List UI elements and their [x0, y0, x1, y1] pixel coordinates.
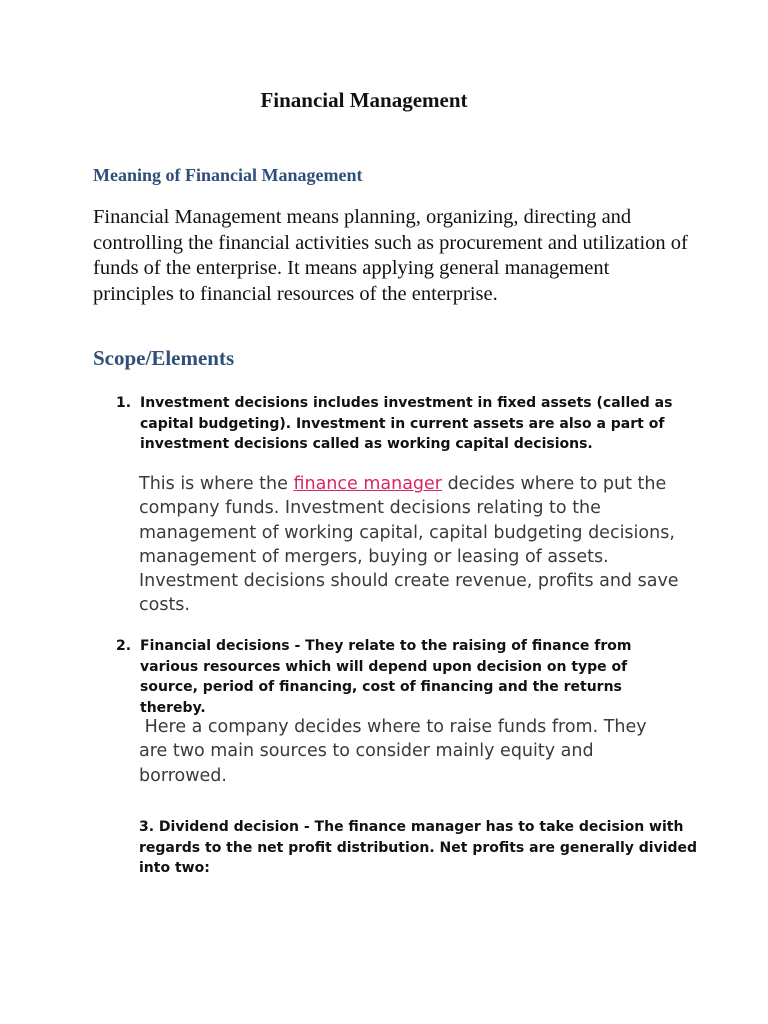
list-item-dividend: 3. Dividend decision - The finance manager has to take decision with regards to the net profit distribution. Net profits are generally divided into two:	[139, 819, 698, 876]
scope-heading: Scope/Elements	[93, 346, 235, 370]
list-number: 1.	[116, 395, 132, 411]
list-item-text: Investment decisions includes investment in fixed assets (called as capital budgeting). Investment in current assets are also a part of investment decisions called as working capital decisions.	[140, 395, 673, 452]
list-item-text: Financial decisions - They relate to the raising of finance from various resources which will depend upon decision on type of source, period of financing, cost of financing and the returns thereby.	[140, 638, 632, 716]
meaning-paragraph: Financial Management means planning, organizing, directing and controlling the financial activities such as procurement and utilization of funds of the enterprise. It means applying general management principles to financial resources of the enterprise.	[93, 206, 688, 305]
meaning-heading: Meaning of Financial Management	[93, 165, 363, 185]
description-text: decides where to put the company funds. Investment decisions relating to the management of working capital, capital budgeting decisions, management of mergers, buying or leasing of assets. Investment decisions should create revenue, profits and save costs.	[139, 474, 679, 616]
list-number: 2.	[116, 638, 132, 654]
description-text: This is where the	[139, 474, 294, 494]
financial-description: Here a company decides where to raise funds from. They are two main sources to consider mainly equity and borrowed.	[139, 717, 653, 786]
list-item-financial	[116, 636, 686, 718]
page-title: Financial Management	[260, 88, 468, 112]
finance-manager-link[interactable]: finance manager	[293, 474, 443, 494]
list-item-investment	[116, 393, 686, 455]
investment-description	[139, 472, 679, 618]
